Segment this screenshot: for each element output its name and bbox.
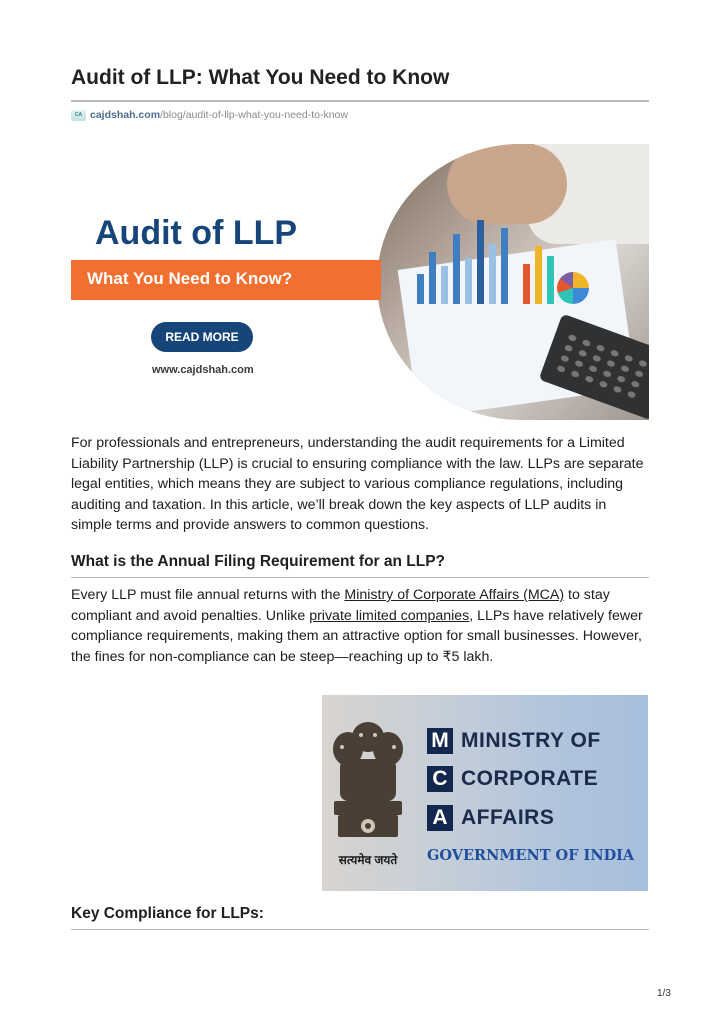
mca-logo-image: [322, 695, 648, 891]
section-divider: [71, 577, 649, 578]
source-domain[interactable]: cajdshah.com: [90, 109, 161, 121]
mca-word-affairs: AFFAIRS: [461, 806, 555, 829]
mca-row-c: [427, 766, 598, 792]
mca-row-a: [427, 805, 554, 831]
hero-title: Audit of LLP: [95, 214, 298, 252]
mca-link[interactable]: Ministry of Corporate Affairs (MCA): [344, 587, 565, 603]
section-heading-key-compliance: Key Compliance for LLPs:: [71, 905, 264, 922]
site-favicon-icon: CA: [71, 110, 86, 121]
person-hand: [447, 144, 567, 224]
pie-chart-graphic: [557, 272, 589, 304]
section-heading-annual-filing: What is the Annual Filing Requirement for an LLP?: [71, 553, 446, 570]
page-title: Audit of LLP: What You Need to Know: [71, 66, 450, 89]
mca-letter-a: A: [427, 805, 453, 831]
source-path[interactable]: /blog/audit-of-llp-what-you-need-to-know: [160, 109, 348, 121]
mca-letter-c: C: [427, 766, 453, 792]
private-limited-companies-link[interactable]: private limited companies: [309, 607, 470, 624]
emblem-caption: सत्यमेव जयते: [338, 853, 398, 867]
government-of-india-text: GOVERNMENT OF INDIA: [427, 847, 635, 864]
national-emblem-icon: [328, 715, 408, 845]
hero-office-photo: [371, 144, 649, 420]
title-divider: [71, 100, 649, 102]
hero-banner-image: [71, 144, 649, 420]
mca-row-m: [427, 728, 601, 754]
hero-subtitle-strip: [71, 260, 381, 300]
annual-filing-paragraph: Every LLP must file annual returns with the Ministry of Corporate Affairs (MCA) to stay compliant and avoid penalties. Unlike private limited companies, LLPs have relatively fewer compliance requirements, making them an attractive option for small businesses. However, the fines for non-compliance can be steep—reaching up to ₹5 lakh.: [71, 587, 643, 665]
hero-url: www.cajdshah.com: [152, 364, 254, 376]
bar-chart-graphic: [417, 214, 567, 304]
section-divider: [71, 929, 649, 930]
mca-word-ministry: MINISTRY OF: [461, 729, 601, 752]
mca-word-corporate: CORPORATE: [461, 767, 599, 790]
hero-subtitle: What You Need to Know?: [87, 269, 293, 288]
mca-letter-m: M: [427, 728, 453, 754]
source-line: [71, 107, 348, 123]
read-more-button[interactable]: READ MORE: [151, 322, 253, 352]
page-number: 1/3: [657, 988, 671, 999]
intro-paragraph: For professionals and entrepreneurs, understanding the audit requirements for a Limited Liability Partnership (LLP) is crucial to ensuring compliance with the law. LLPs are separate legal entities, which means they are subject to various compliance regulations, including auditing and taxation. In this article, we’ll break down the key aspects of LLP audits in simple terms and provide answers to common questions.: [71, 435, 644, 533]
